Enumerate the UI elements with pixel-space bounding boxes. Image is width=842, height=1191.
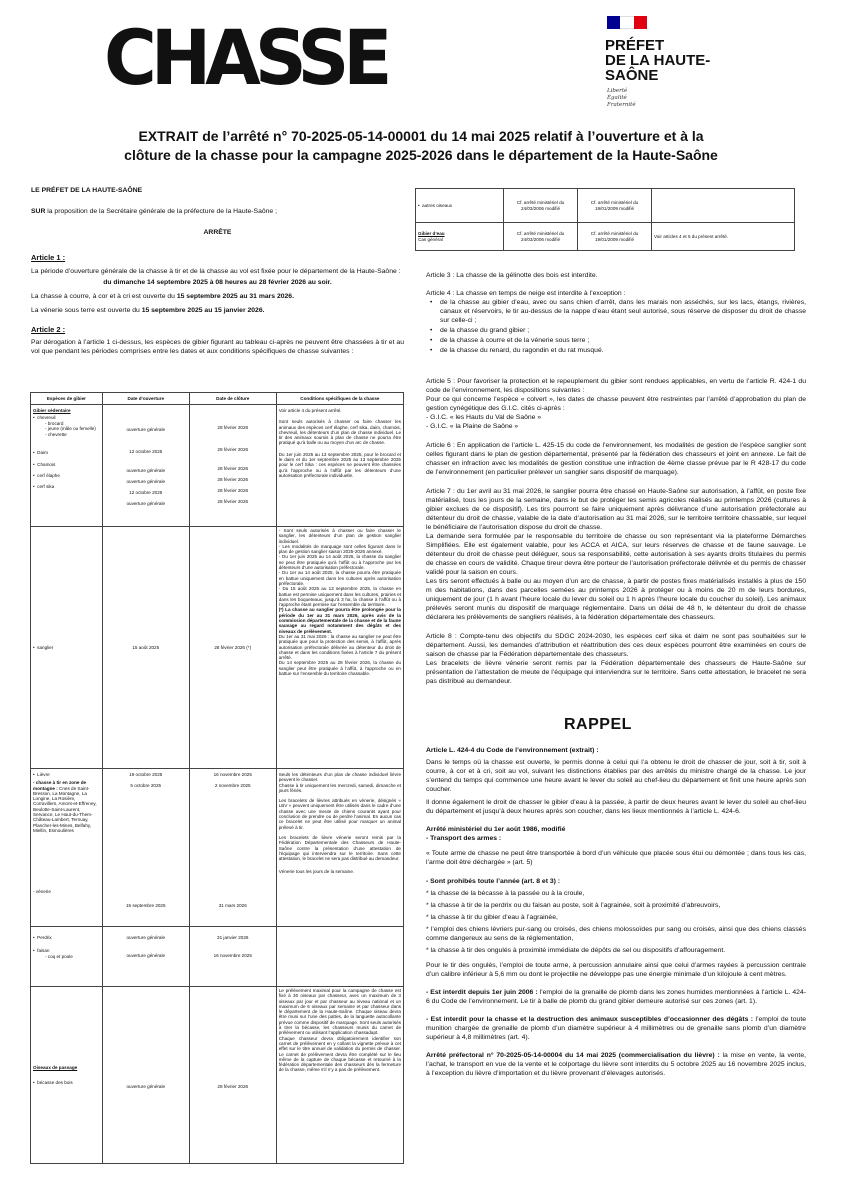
article-5-line: Pour ce qui concerne l’espèce « colvert », les dates de chasse peuvent être restreintes par l’arrêté d’approbation du plan de gestion cynégétique des G.I.C. cités ci-après : bbox=[426, 396, 806, 412]
motto-line: Égalité bbox=[607, 95, 627, 101]
article-5 bbox=[426, 377, 806, 431]
condition: Du 1er au 31 mai 2026 : la chasse au sanglier ne peut être pratiquée que pour la protection des semis, à l’affût, après autorisation préfectorale délivrée au détenteur du droit de chasse et dans les conditions fixées à l’article 7 du présent arrêté. bbox=[278, 633, 401, 661]
opening-date: 5 octobre 2025 bbox=[130, 783, 162, 789]
opening-date: 15 septembre 2025 bbox=[125, 902, 166, 908]
opening-date: Cf. arrêté ministériel du 24/03/2006 modifié bbox=[504, 223, 578, 251]
condition: Du 1er juin 2025 au 13 septembre 2025, pour le brocard et le daim et du 1er septembre 2025 au 13 septembre 2025 pour le cerf Sika : ces espèces ne peuvent être chassées qu’à l’approche ou à l’affût par les détenteurs d’une autorisation préfectorale individuelle. bbox=[278, 451, 401, 478]
article-8 bbox=[426, 632, 806, 686]
closing-cell bbox=[189, 769, 276, 927]
rappel-heading: RAPPEL bbox=[564, 716, 632, 733]
table-header: Date de clôture bbox=[189, 393, 276, 405]
species-cell: Gibier sédentaire • chevreuil - brocard - jeune (mâle ou femelle) - chevrette • Daim • Chamois • cerf élaphe • cerf sika bbox=[31, 405, 103, 527]
article-1-courre bbox=[31, 292, 404, 301]
species: Lièvre bbox=[37, 772, 50, 777]
l424-paragraph: Il donne également le droit de chasser le gibier d’eau à la passée, à partir de deux heures avant le lever du soleil au chef-lieu du département et jusqu’à deux heures après son coucher, dans les lieux mentionnés à l’article L. 424-6. bbox=[426, 799, 806, 815]
list-item: • de la chasse à courre et de la vénerie sous terre ; bbox=[440, 336, 806, 345]
opening-date: 15 août 2025 bbox=[102, 527, 189, 769]
republic-flag-icon bbox=[607, 16, 647, 29]
species: cerf sika bbox=[37, 484, 55, 490]
prohibited-list: * la chasse de la bécasse à la passée ou à la croule, * la chasse à tir de la perdrix ou du faisan au poste, soit à l’agrainée, soit à proximité d’abreuvoirs, * la chasse à tir du gibier d’eau à l’agrainée, * l’emploi des chiens lévriers pur-sang ou croisés, des chiens molossoïdes pur sang ou croisés, ainsi que des chiens classés comme dangereux au sens de la réglementation, * la chasse à tir des ongulés à proximité immédiate de dépôts de sel ou dispositifs d’affouragement. bbox=[426, 890, 806, 954]
opening-date: ouverture générale bbox=[102, 987, 189, 1164]
conditions-cell bbox=[276, 769, 403, 927]
motto-line: Liberté bbox=[607, 88, 628, 94]
closing-date: 28 février 2026 bbox=[217, 476, 249, 482]
transport-text: « Toute arme de chasse ne peut être transportée à bord d’un véhicule que placée sous étui ou démontée ; dans tous les cas, l’arme doit être déchargée » (art. 5) bbox=[426, 850, 806, 866]
condition: (*) La chasse au sanglier pourra être prolongée pour la période du 1er au 31 mars 2026, après avis de la commission départementale de la chasse et de la faune sauvage au regard notamment des dégâts et des niveaux de prélèvement. bbox=[278, 607, 401, 634]
grenaille-paragraph bbox=[426, 988, 806, 1006]
courre-text: La chasse à courre, à cor et à cri est ouverte du bbox=[31, 293, 177, 300]
conditions-cell bbox=[276, 527, 403, 769]
republic-motto bbox=[607, 88, 636, 109]
table-row bbox=[416, 189, 795, 223]
table-header: Date d’ouverture bbox=[102, 393, 189, 405]
lievre-text: la mise en vente, la vente, l’achat, le transport en vue de la vente et le colportage du lièvre sont interdits du 5 octobre 2025 au 16 novembre 2025 inclus, à l’exception du lièvre d’importation et du lièvre provenant d’élevages autorisés. bbox=[426, 1052, 806, 1077]
condition: Le prélèvement maximal pour la campagne de chasse est fixé à 30 oiseaux par chasseur, avec un maximum de 3 oiseaux par jour et par chasseur au niveau national et un maximum de 6 oiseaux par semaine et par chasseur dans le département de la Haute-Saône. Chaque oiseau devra être muni sur l’une des pattes, de la languette autocollante prévue comme dispositif de marquage. Sont seuls autorisés à tirer la bécasse, les chasseurs munis du carnet de prélèvement ou utilisant l’application chassadapt. bbox=[278, 988, 401, 1036]
opening-date: ouverture générale bbox=[126, 953, 166, 959]
nuisibles-heading: - Est interdit pour la chasse et la destruction des animaux susceptibles d’occasionner des dégâts : bbox=[426, 1016, 754, 1023]
article-8-paragraph: Article 8 : Compte-tenu des objectifs du SDGC 2024-2030, les espèces cerf sika et daim ne sont pas souhaitées sur le département. Aussi, les demandes d’attribution et réattribution des ces deux espèces pourront être examinées en cours de saison de chasse par la Fédération départementale des chasseurs. bbox=[426, 633, 806, 658]
arrete-heading: ARRÊTE bbox=[203, 229, 232, 236]
closing-date: 28 février 2026 bbox=[217, 447, 249, 453]
species: autres oiseaux bbox=[422, 202, 453, 208]
conditions-cell bbox=[276, 405, 403, 527]
article-1-venerie bbox=[31, 306, 404, 315]
condition: - Du 1er au 14 août 2025, la chasse pourra être pratiquée en battue uniquement dans les cultures après autorisation préfectorale. bbox=[278, 570, 401, 586]
grenaille-heading: - Est interdit depuis 1er juin 2006 : bbox=[426, 989, 538, 996]
closing-date: Cf. arrêté ministériel du 19/01/2009 modifié bbox=[578, 189, 652, 223]
prefet-logo-text bbox=[605, 38, 710, 83]
opening-date: ouverture générale bbox=[126, 467, 166, 473]
sur-text: la proposition de la Secrétaire générale de la préfecture de la Haute-Saône ; bbox=[45, 208, 277, 215]
article-1-text: La période d’ouverture générale de la chasse à tir et de la chasse au vol est fixée pour le département de la Haute-Saône : bbox=[31, 268, 401, 275]
species: - chasse à tir en zone de montagne : bbox=[33, 780, 87, 791]
continuation-table bbox=[415, 188, 795, 251]
opening-date: 12 octobre 2025 bbox=[129, 449, 163, 455]
opening-cell bbox=[102, 927, 189, 987]
species-cell: • sanglier bbox=[31, 527, 103, 769]
lievre-paragraph bbox=[426, 1051, 806, 1078]
species-group: Gibier d’eau bbox=[418, 231, 445, 237]
species-table-wrap bbox=[30, 392, 404, 1164]
nuisibles-paragraph bbox=[426, 1015, 806, 1042]
list-item: • de la chasse du grand gibier ; bbox=[440, 326, 806, 335]
list-item: la chasse à tir des ongulés à proximité immédiate de dépôts de sel ou dispositifs d’affouragement. bbox=[430, 947, 726, 954]
closing-date: Cf. arrêté ministériel du 19/01/2009 modifié bbox=[578, 223, 652, 251]
sur-keyword: SUR bbox=[31, 208, 46, 215]
article-4-intro: Article 4 : La chasse en temps de neige est interdite à l’exception : bbox=[426, 290, 626, 297]
closing-cell bbox=[189, 405, 276, 527]
list-item: la chasse à tir de la perdrix ou du faisan au poste, soit à l’agrainée, soit à proximité d’abreuvoirs, bbox=[430, 902, 721, 909]
species: - jeune (mâle ou femelle) bbox=[45, 425, 96, 431]
list-item: la chasse à tir du gibier d’eau à l’agrainée, bbox=[430, 914, 558, 921]
species: chevreuil bbox=[37, 415, 56, 421]
article-7-paragraph: La demande sera formulée par le responsable du territoire de chasse ou son représentant via la plateforme Démarches Simplifiées. Elle est également valable, pour les ACCA et AICA, sur leurs réserves de chasse et de faune sauvage. Le détenteur du droit de chasse peut déléguer, sous sa responsabilité, cette autorisation à ses ayants droits titulaires du permis de chasse en cours de validité. Chaque tireur devra être porteur de l’autorisation préfectorale délivrée et du permis de chasser validé pour la saison en cours. bbox=[426, 533, 806, 576]
closing-date: 28 février 2026 bbox=[217, 499, 249, 505]
closing-date: 28 février 2026 bbox=[189, 987, 276, 1164]
condition: Chaque chasseur devra obligatoirement identifier son carnet de prélèvement en y collant la vignette prévue à cet effet sur le titre annuel de validation du permis de chasser. Le carnet de prélèvement devra être complété sur le lieu même de la capture de chaque bécasse et retourné à la fédération départementale des chasseurs dès la fermeture de la chasse, même s’il n’y a pas de prélèvement. bbox=[278, 1035, 401, 1073]
table-row bbox=[31, 927, 404, 987]
article-7 bbox=[426, 487, 806, 622]
closing-date: 2 novembre 2025 bbox=[214, 783, 251, 789]
prefet-heading: LE PRÉFET DE LA HAUTE-SAÔNE bbox=[31, 187, 143, 194]
condition: Du 14 septembre 2025 au 28 février 2026, la chasse du sanglier peut être pratiquée à l’affût, à l’approche ou en battue sur l’ensemble du territoire chassable. bbox=[278, 660, 401, 677]
list-item: • de la chasse du renard, du ragondin et du rat musqué. bbox=[440, 346, 806, 355]
continuation-table-wrap bbox=[415, 188, 795, 251]
article-2-title: Article 2 : bbox=[31, 325, 66, 334]
opening-date: ouverture générale bbox=[126, 501, 166, 507]
species: Daim bbox=[37, 450, 48, 456]
prefet-line: PRÉFET bbox=[605, 37, 665, 54]
article-3: Article 3 : La chasse de la gélinotte des bois est interdite. bbox=[426, 272, 598, 279]
l424-title: Article L. 424-4 du Code de l’environnement (extrait) : bbox=[426, 747, 599, 754]
opening-date: 12 octobre 2025 bbox=[129, 490, 163, 496]
closing-date: 28 février 2026 bbox=[217, 488, 249, 494]
closing-date: 28 février 2026 bbox=[217, 425, 249, 430]
article-1-title: Article 1 : bbox=[31, 253, 66, 262]
closing-cell bbox=[189, 927, 276, 987]
species-table bbox=[30, 392, 404, 1164]
species: - chevrette bbox=[45, 432, 67, 438]
closing-date: 16 novembre 2025 bbox=[213, 953, 252, 959]
table-header: Espèces de gibier bbox=[31, 393, 103, 405]
species: - vénerie bbox=[33, 889, 51, 895]
species: - brocard bbox=[45, 420, 64, 426]
left-intro bbox=[31, 186, 404, 356]
conditions-cell bbox=[652, 189, 795, 223]
article-2-text: Par dérogation à l’article 1 ci-dessus, les espèces de gibier figurant au tableau ci-après ne peuvent être chassées à tir et au vol que pendant les périodes comprises entre les dates et aux conditions spécifiques de chasse suivantes : bbox=[31, 339, 404, 355]
condition: Voir articles 4 et 5 du présent arrêté. bbox=[652, 223, 795, 251]
article-5-line: - G.I.C. « la Plaine de Saône » bbox=[426, 423, 519, 430]
grenaille-text: l’emploi de la grenaille de plomb dans les zones humides mentionnées à l’article L. 424-6 du Code de l’environnement. Le tir à balle de plomb du grand gibier demeure autorisé sur ces zones (art. 1). bbox=[426, 989, 806, 1005]
opening-date: Cf. arrêté ministériel du 24/03/2006 modifié bbox=[504, 189, 578, 223]
nuisibles-text: l’emploi de toute munition chargée de grenaille de plomb d’un diamètre supérieur à 4 millimètres ou de grenaille sans plomb d’un diamètre supérieur à 4,8 millimètres (art. 4). bbox=[426, 1016, 807, 1041]
closing-date: 31 janvier 2026 bbox=[217, 935, 249, 940]
closing-date: 28 février 2026 bbox=[217, 465, 249, 471]
condition: Seuls les détenteurs d’un plan de chasse individuel lièvre peuvent le chasser. bbox=[278, 772, 401, 783]
sur-paragraph bbox=[31, 207, 404, 216]
condition: - Sont seuls autorisés à chasser ou faire chasser le sanglier, les détenteurs d’un plan de gestion sanglier individuel. bbox=[278, 528, 401, 544]
list-item: l’emploi des chiens lévriers pur-sang ou croisés, des chiens molossoïdes pur sang ou croisés, ainsi que des chiens classés comme dangereux au sens de la réglementation, bbox=[426, 926, 806, 942]
condition: Sont seuls autorisés à chasser ou faire chasser les animaux des espèces cerf élaphe, cerf sika, daim, chamois, chevreuil, les détenteurs d’un plan de chasse individuel. Le tir des animaux soumis à plan de chasse ne pourra être pratiqué qu’à balle ou au moyen d’un arc de chasse. bbox=[278, 419, 401, 446]
subtitle-line: EXTRAIT de l’arrêté n° 70-2025-05-14-00001 du 14 mai 2025 relatif à l’ouverture et à la bbox=[138, 128, 704, 144]
opening-date: ouverture générale bbox=[126, 478, 166, 484]
species: faisan bbox=[37, 948, 50, 954]
species-cell: Oiseaux de passage • bécasse des bois bbox=[31, 987, 103, 1164]
article-1-dates: du dimanche 14 septembre 2025 à 08 heures au 28 février 2026 au soir. bbox=[103, 279, 332, 286]
condition: - Du 1er juin 2025 au 14 août 2025, la chasse du sanglier ne peut être pratiquée qu’à l’affût ou à l’approche par les détenteurs d’une autorisation préfectorale. bbox=[278, 554, 401, 571]
article-7-paragraph: Article 7 : du 1er avril au 31 mai 2026, le sanglier pourra être chassé en Haute-Saône sur autorisation, à l’affût, en poste fixe matérialisé, tous les jours de la semaine, dans le but de protéger les semis agricoles réalisés au printemps 2026 (cultures à gibier exclues de ce dispositif). Les tirs pourront se faire uniquement après délivrance d’une autorisation préfectorale au détenteur du droit de chasse, valable de la date d’autorisation au 31 mai 2026, sur le territoire territoire chassable, sur lequel le bénéficiaire de l’autorisation dispose du droit de chasse. bbox=[426, 488, 806, 531]
transport-heading: - Transport des armes : bbox=[426, 835, 502, 842]
closing-date: 28 février 2026 (*) bbox=[189, 527, 276, 769]
right-articles bbox=[426, 271, 806, 686]
article-4-list bbox=[426, 298, 806, 355]
communes-list: Cnes de Saint-Bresson, La Montagne, La Longine, La Rosière, Corravillers, Amont-et-Effreney, Beulotte-Saint-Laurent, Servance, Le Haut-du-Them-Château-Lambert, Ternuay, Plancher-les-Mines, Belfahy, Miellin, Esmoulières bbox=[33, 785, 97, 833]
article-6: Article 6 : En application de l’article L. 425-15 du code de l’environnement, les modalités de gestion de l’espèce sanglier sont celles figurant dans le plan de gestion départemental, présenté par la fédération des chasseurs et joint en annexe. Le fait de chasser en infraction avec les modalités de gestion constitue une infraction de 4ème classe prévue par le R 428-17 du code de l’environnement (en particulier prélever un sanglier sans dispositif de marquage). bbox=[426, 442, 806, 476]
condition: Les bracelets de lièvres attribués en vénerie, désignés « LBV » peuvent uniquement être utilisés dans le cadre d’une chasse avec une meute de chiens courants ayant pour conclusion de prendre ou de perdre l’animal. En aucun cas ce bracelet ne peut être utilisé pour marquer un animal prélevé à tir. bbox=[278, 798, 401, 830]
article-8-paragraph: Les bracelets de lièvre vénerie seront remis par la Fédération départementale des chasseurs de Haute-Saône sur présentation de l’attestation de meute de l’équipage qui interviendra sur le territoire. Sans cette attestation, le bracelet ne sera pas distribué au demandeur. bbox=[426, 660, 806, 685]
conditions-cell bbox=[276, 987, 403, 1164]
opening-date: 19 octobre 2025 bbox=[129, 772, 163, 777]
species: bécasse des bois bbox=[37, 1080, 73, 1085]
motto-line: Fraternité bbox=[607, 102, 636, 108]
document-subtitle bbox=[40, 127, 802, 165]
species: Chamois bbox=[37, 461, 56, 467]
opening-date: ouverture générale bbox=[126, 427, 166, 432]
lievre-heading: Arrêté préfectoral n° 70-2025-05-14-00004 du 14 mai 2025 (commercialisation du lièvre) : bbox=[426, 1052, 720, 1059]
article-5-line: - G.I.C. « les Hauts du Val de Saône » bbox=[426, 414, 542, 421]
ongules-paragraph: Pour le tir des ongulés, l’emploi de toute arme, à percussion annulaire ainsi que celui d’armes rayées à percussion centrale d’un calibre inférieur à 5,6 mm ou dont le projectile ne développe pas une énergie minimale d’un kilojoule à cent mètres. bbox=[426, 962, 806, 978]
species-cell: • Lièvre - chasse à tir en zone de montagne : Cnes de Saint-Bresson, La Montagne, La Longine, La Rosière, Corravillers, Amont-et-Effreney, Beulotte-Saint-Laurent, Servance, Le Haut-du-Them-Château-Lambert, Ternuay, Plancher-les-Mines, Belfahy, Miellin, Esmoulières - vénerie bbox=[31, 769, 103, 927]
species-cell: • Perdrix • faisan - coq et poule bbox=[31, 927, 103, 987]
species: sanglier bbox=[37, 644, 54, 650]
species: Cas général bbox=[418, 236, 443, 242]
list-item: • de la chasse au gibier d’eau, avec ou sans chien d’arrêt, dans les marais non asséchés, sur les lacs, étangs, rivières, canaux et réservoirs, le tir au-dessus de la nappe d’eau étant seul autorisé, sous réserve de disposer du droit de chasse sur celle-ci ; bbox=[440, 298, 806, 325]
prefet-line: DE LA HAUTE- bbox=[605, 52, 711, 69]
condition: Chasse à tir uniquement les mercredi, samedi, dimanche et jours fériés. bbox=[278, 782, 401, 793]
condition: Voir article 4 du présent arrêté. bbox=[278, 408, 342, 413]
venerie-text: La vénerie sous terre est ouverte du bbox=[31, 307, 142, 314]
article-5-line: Article 5 : Pour favoriser la protection et le repeuplement du gibier sont rendues applicables, en vertu de l’article R. 424-1 du code de l’environnement, les dispositions suivantes : bbox=[426, 378, 806, 394]
table-row bbox=[416, 223, 795, 251]
species-group: Gibier sédentaire bbox=[33, 408, 71, 413]
table-row bbox=[31, 405, 404, 527]
species-cell bbox=[416, 223, 504, 251]
conditions-cell bbox=[276, 927, 403, 987]
condition: Les bracelets de lièvre vénerie seront remis par la Fédération Départementale des Chasseurs de Haute-Saône contre la présentation d’une attestation de l’équipage qui interviendra sur le territoire. Sans cette attestation, le bracelet ne sera pas distribué au demandeur. bbox=[278, 834, 401, 862]
table-row bbox=[31, 769, 404, 927]
species-cell: • autres oiseaux bbox=[416, 189, 504, 223]
l424-paragraph: Dans le temps où la chasse est ouverte, le permis donne à celui qui l’a obtenu le droit de chasser de jour, soit à tir, soit à courre, à cor et à cri, soit au vol, suivant les distinctions établies par des arrêtés du ministre chargé de la chasse. Le jour s’entend du temps qui commence une heure avant le lever du soleil au chef-lieu du département et finit une heure après son coucher. bbox=[426, 759, 806, 793]
subtitle-line: clôture de la chasse pour la campagne 2025-2026 dans le département de la Haute-Saône bbox=[124, 147, 718, 163]
condition: - Les modalités de marquage sont celles figurant dans le plan de gestion sanglier saison 2025-2026 annexé. bbox=[278, 543, 401, 555]
condition: - Du 15 août 2025 au 13 septembre 2025, la chasse en battue est permise uniquement dans les cultures, prairies et dans les boqueteaux, jusqu’à 3 ha, la chasse à l’affût ou à l’approche étant permise sur l’ensemble du territoire. bbox=[278, 586, 401, 608]
species: - coq et poule bbox=[45, 953, 73, 959]
species: cerf élaphe bbox=[37, 473, 60, 479]
condition: Vénerie tous les jours de la semaine. bbox=[278, 869, 355, 875]
venerie-dates: 15 septembre 2025 au 15 janvier 2026. bbox=[141, 307, 265, 314]
poster-title: CHASSE bbox=[104, 13, 387, 102]
closing-date: 16 novembre 2025 bbox=[213, 772, 252, 777]
prefet-line: SAÔNE bbox=[605, 67, 659, 84]
list-item: la chasse de la bécasse à la passée ou à la croule, bbox=[430, 890, 585, 897]
rappel-section bbox=[426, 746, 806, 1078]
article-7-paragraph: Les tirs seront effectués à balle ou au moyen d’un arc de chasse, à partir de postes fixes matérialisés installés à plus de 150 m des habitations, dans des parcelles semées au printemps 2026 à protéger ou à moins de 20 m de leurs bordures, uniquement de jour (1 h avant l’heure locale du lever du soleil ou 1 h après l’heure locale du coucher du soleil). Les animaux prélevés seront munis du dispositif de marquage réglementaire. Dans un délai de 48 h, le détenteur du droit de chasse déclarera les prélèvements de sangliers réalisés, à la fédération départementale des chasseurs. bbox=[426, 578, 806, 621]
species-group: Oiseaux de passage bbox=[33, 1064, 78, 1070]
opening-date: ouverture générale bbox=[126, 935, 166, 940]
prohibited-heading: - Sont prohibés toute l’année (art. 8 et 3) : bbox=[426, 878, 561, 885]
table-row bbox=[31, 987, 404, 1164]
table-header: Conditions spécifiques de la chasse bbox=[276, 393, 403, 405]
courre-dates: 15 septembre 2025 au 31 mars 2026. bbox=[176, 293, 294, 300]
am-title: Arrêté ministériel du 1er août 1986, modifié bbox=[426, 826, 566, 833]
closing-date: 31 mars 2026 bbox=[218, 902, 247, 908]
species: Perdrix bbox=[37, 935, 52, 940]
opening-cell bbox=[102, 769, 189, 927]
opening-cell bbox=[102, 405, 189, 527]
table-row bbox=[31, 527, 404, 769]
